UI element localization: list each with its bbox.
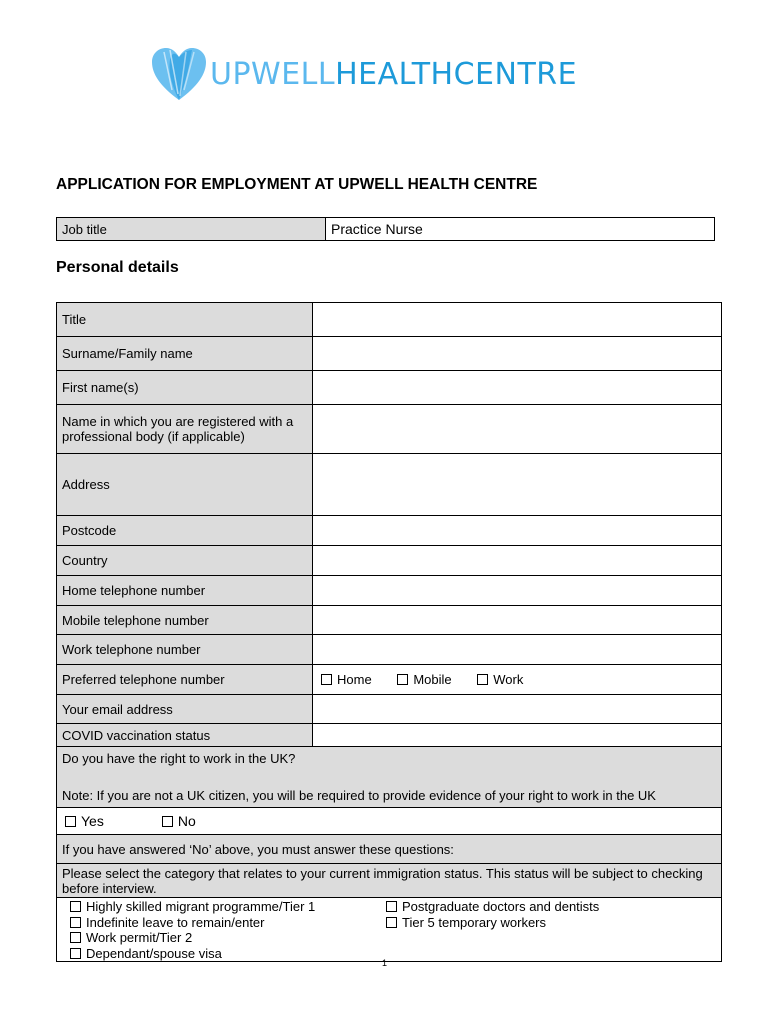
field-label-home-telephone: Home telephone number bbox=[57, 576, 313, 606]
preferred-option-work-label: Work bbox=[493, 672, 524, 687]
category-options bbox=[57, 898, 722, 962]
checkbox-icon[interactable] bbox=[321, 674, 332, 685]
right-to-work-yes[interactable] bbox=[65, 813, 158, 829]
field-input-title[interactable] bbox=[313, 303, 722, 337]
category-option[interactable] bbox=[386, 899, 599, 915]
category-columns bbox=[62, 899, 716, 961]
field-input-work-telephone[interactable] bbox=[313, 635, 722, 665]
field-input-postcode[interactable] bbox=[313, 516, 722, 546]
checkbox-icon[interactable] bbox=[70, 901, 81, 912]
category-option[interactable] bbox=[70, 946, 386, 962]
preferred-option-mobile-label: Mobile bbox=[413, 672, 452, 687]
checkbox-icon[interactable] bbox=[70, 932, 81, 943]
preferred-option-mobile[interactable] bbox=[397, 672, 451, 687]
job-title-table bbox=[56, 217, 715, 241]
field-input-first-names[interactable] bbox=[313, 371, 722, 405]
preferred-option-home[interactable] bbox=[321, 672, 372, 687]
field-input-address[interactable] bbox=[313, 454, 722, 516]
field-input-mobile-telephone[interactable] bbox=[313, 606, 722, 635]
right-to-work-yes-label: Yes bbox=[81, 813, 104, 829]
field-input-email[interactable] bbox=[313, 695, 722, 724]
checkbox-icon[interactable] bbox=[70, 917, 81, 928]
category-column-1 bbox=[70, 899, 386, 961]
field-label-preferred-telephone: Preferred telephone number bbox=[57, 665, 313, 695]
right-to-work-answer bbox=[57, 808, 722, 835]
category-option[interactable] bbox=[386, 915, 599, 931]
field-label-work-telephone: Work telephone number bbox=[57, 635, 313, 665]
preferred-telephone-options bbox=[313, 665, 722, 695]
field-label-country: Country bbox=[57, 546, 313, 576]
field-label-mobile-telephone: Mobile telephone number bbox=[57, 606, 313, 635]
category-option[interactable] bbox=[70, 930, 386, 946]
logo-text-upwell: UPWELL bbox=[210, 56, 336, 92]
checkbox-icon[interactable] bbox=[65, 816, 76, 827]
field-label-email: Your email address bbox=[57, 695, 313, 724]
category-prompt: Please select the category that relates to your current immigration status. This status will be subject to checking before interview. bbox=[57, 864, 722, 898]
right-to-work-no[interactable] bbox=[162, 813, 196, 829]
checkbox-icon[interactable] bbox=[70, 948, 81, 959]
job-title-row bbox=[57, 218, 715, 241]
preferred-option-work[interactable] bbox=[477, 672, 523, 687]
category-option-label: Tier 5 temporary workers bbox=[402, 914, 546, 930]
field-input-home-telephone[interactable] bbox=[313, 576, 722, 606]
right-to-work-question bbox=[57, 747, 722, 808]
field-label-address: Address bbox=[57, 454, 313, 516]
field-label-first-names: First name(s) bbox=[57, 371, 313, 405]
right-to-work-question-text: Do you have the right to work in the UK? bbox=[62, 751, 296, 766]
checkbox-icon[interactable] bbox=[386, 901, 397, 912]
category-option[interactable] bbox=[70, 899, 386, 915]
field-label-covid-status: COVID vaccination status bbox=[57, 724, 313, 747]
job-title-value[interactable]: Practice Nurse bbox=[326, 218, 715, 241]
document-title: APPLICATION FOR EMPLOYMENT AT UPWELL HEALTH CENTRE bbox=[56, 176, 538, 193]
category-column-2 bbox=[386, 899, 599, 961]
field-label-title: Title bbox=[57, 303, 313, 337]
category-option-label: Indefinite leave to remain/enter bbox=[86, 914, 265, 930]
field-input-covid-status[interactable] bbox=[313, 724, 722, 747]
category-option-label: Dependant/spouse visa bbox=[86, 945, 222, 961]
field-input-country[interactable] bbox=[313, 546, 722, 576]
field-input-registered-name[interactable] bbox=[313, 405, 722, 454]
personal-details-table bbox=[56, 302, 722, 962]
category-option-label: Highly skilled migrant programme/Tier 1 bbox=[86, 899, 316, 914]
job-title-label: Job title bbox=[57, 218, 326, 241]
category-option-label: Postgraduate doctors and dentists bbox=[402, 899, 600, 914]
preferred-option-home-label: Home bbox=[337, 672, 372, 687]
checkbox-icon[interactable] bbox=[477, 674, 488, 685]
field-label-registered-name: Name in which you are registered with a professional body (if applicable) bbox=[57, 405, 313, 454]
logo-text-healthcentre: HEALTHCENTRE bbox=[335, 56, 578, 92]
checkbox-icon[interactable] bbox=[397, 674, 408, 685]
section-title: Personal details bbox=[56, 259, 179, 276]
checkbox-icon[interactable] bbox=[162, 816, 173, 827]
logo-text bbox=[210, 57, 577, 92]
heart-logo-icon bbox=[150, 46, 208, 102]
category-option[interactable] bbox=[70, 915, 386, 931]
field-label-surname: Surname/Family name bbox=[57, 337, 313, 371]
right-to-work-no-label: No bbox=[177, 813, 196, 829]
field-label-postcode: Postcode bbox=[57, 516, 313, 546]
if-no-instruction: If you have answered ‘No’ above, you must answer these questions: bbox=[57, 835, 722, 864]
page-number: 1 bbox=[382, 958, 388, 968]
checkbox-icon[interactable] bbox=[386, 917, 397, 928]
field-input-surname[interactable] bbox=[313, 337, 722, 371]
category-option-label: Work permit/Tier 2 bbox=[86, 930, 193, 945]
logo bbox=[150, 46, 577, 102]
right-to-work-note: Note: If you are not a UK citizen, you will be required to provide evidence of your right to work in the UK bbox=[62, 788, 656, 803]
